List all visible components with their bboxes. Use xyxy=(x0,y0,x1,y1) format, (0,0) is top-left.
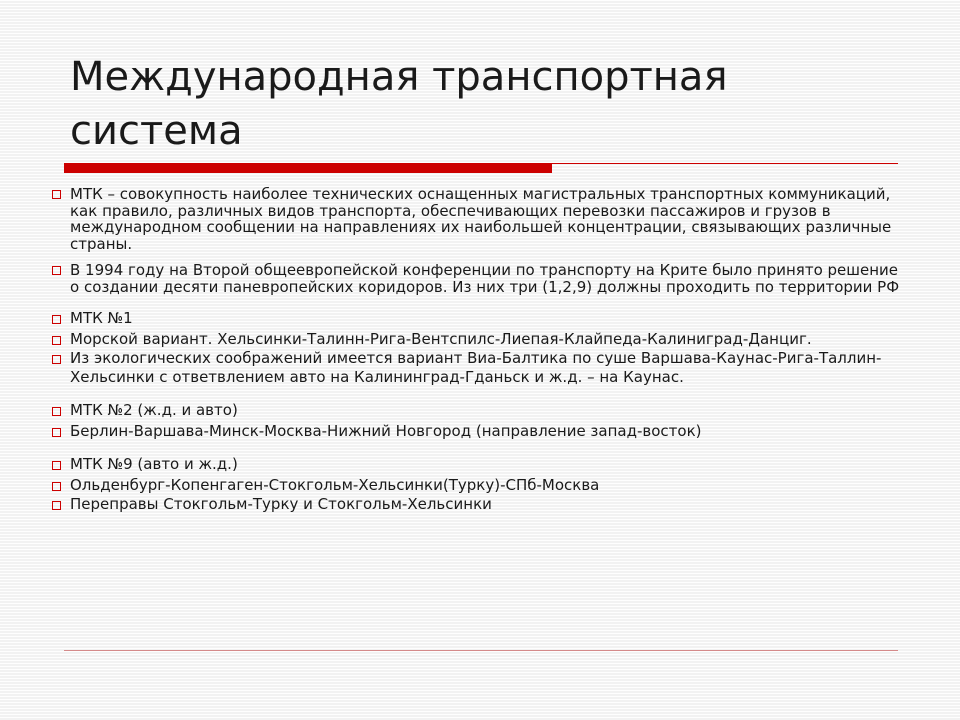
slide-title: Международная транспортная система xyxy=(70,54,728,154)
title-underline-thick xyxy=(64,163,552,173)
title-underline-thin xyxy=(552,163,898,164)
bullet-mtk1-via-baltica: Из экологических соображений имеется вариант Виа-Балтика по суше Варшава-Каунас-Рига-Таллин-Хельсинки с ответвлением авто на Калининград-Гданьск и ж.д. – на Каунас. xyxy=(52,349,902,387)
footer-divider xyxy=(64,650,898,651)
bullet-definition: МТК – совокупность наиболее технических оснащенных магистральных транспортных коммуникаций, как правило, различных видов транспорта, обеспечивающих перевозки пассажиров и грузов в международном сообщении на направлениях их наибольшей концентрации, связывающих различные страны. xyxy=(52,186,902,252)
bullet-mtk9-ferries: Переправы Стокгольм-Турку и Стокгольм-Хельсинки xyxy=(52,495,902,514)
slide-body xyxy=(52,186,902,514)
bullet-conference: В 1994 году на Второй общеевропейской конференции по транспорту на Крите было принято решение о создании десяти паневропейских коридоров. Из них три (1,2,9) должны проходить по территории РФ xyxy=(52,262,902,295)
bullet-mtk9-route: Ольденбург-Копенгаген-Стокгольм-Хельсинки(Турку)-СПб-Москва xyxy=(52,476,902,495)
bullet-mtk1-sea-route: Морской вариант. Хельсинки-Талинн-Рига-Вентспилс-Лиепая-Клайпеда-Калиниград-Данциг. xyxy=(52,330,902,349)
bullet-mtk2-route: Берлин-Варшава-Минск-Москва-Нижний Новгород (направление запад-восток) xyxy=(52,422,902,441)
bullet-mtk9-heading: МТК №9 (авто и ж.д.) xyxy=(52,455,902,474)
bullet-mtk2-heading: МТК №2 (ж.д. и авто) xyxy=(52,401,902,420)
bullet-mtk1-heading: МТК №1 xyxy=(52,309,902,328)
